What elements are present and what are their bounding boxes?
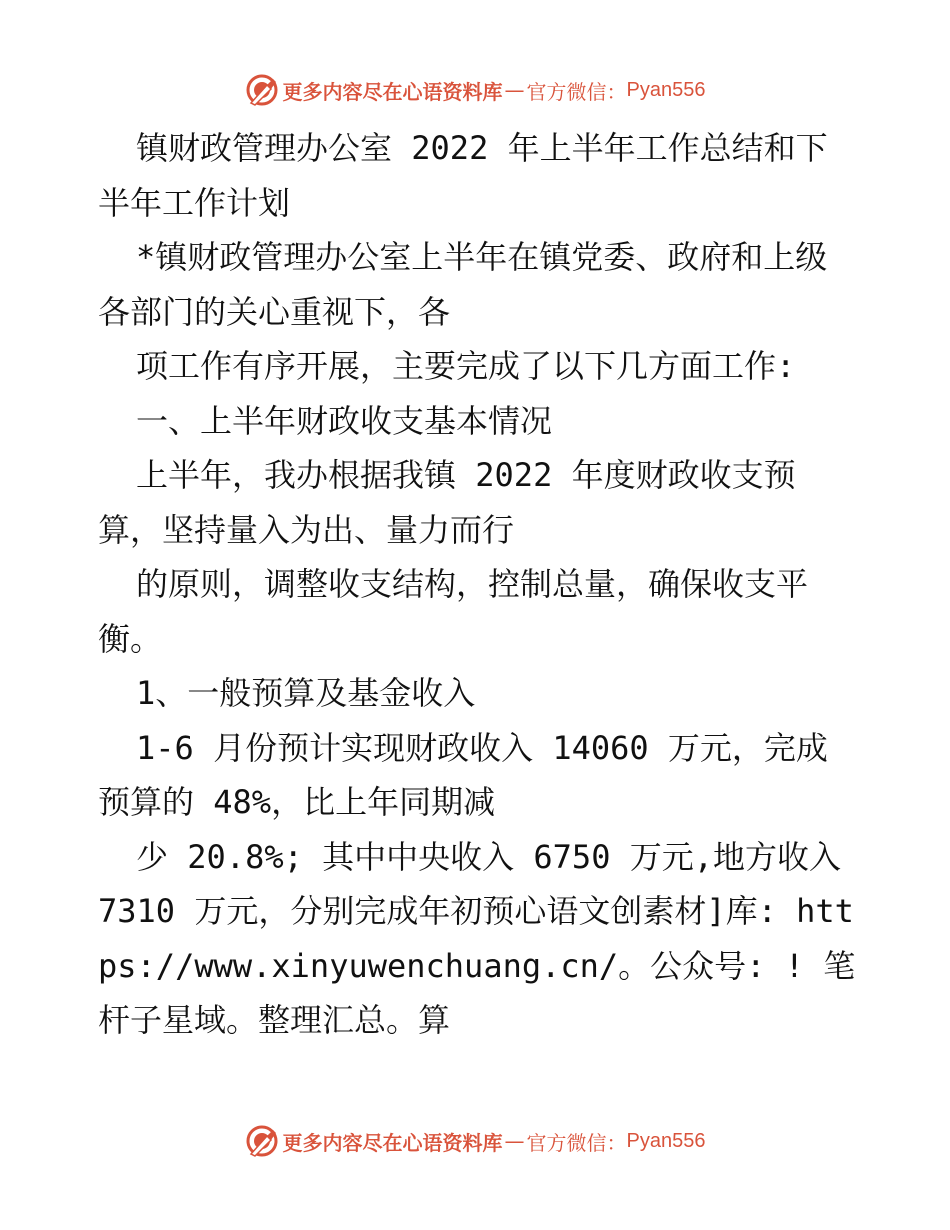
- banner-account: Pyan556: [626, 1129, 706, 1152]
- banner-wechat-label: 官方微信：: [526, 1130, 627, 1155]
- document-title: 镇财政管理办公室 2022 年上半年工作总结和下半年工作计划: [98, 129, 828, 222]
- banner-account: Pyan556: [626, 78, 706, 101]
- paragraph: 少 20.8%; 其中中央收入 6750 万元,地方收入 7310 万元，分别完成年初预心语文创素材]库: https://www.xinyuwenchuang.cn/。公众号: ! 笔杆子星域。整理汇总。算: [98, 837, 856, 1039]
- banner-slogan: 更多内容尽在心语资料库: [282, 1130, 503, 1155]
- paragraph: *镇财政管理办公室上半年在镇党委、政府和上级各部门的关心重视下，各: [98, 238, 828, 331]
- section-heading: 一、上半年财政收支基本情况: [136, 401, 553, 440]
- footer-watermark-banner: [0, 1121, 950, 1161]
- header-watermark-banner: [0, 70, 950, 110]
- pen-logo-icon: [245, 73, 279, 107]
- paragraph: 项工作有序开展，主要完成了以下几方面工作:: [136, 347, 796, 385]
- paragraph: 1-6 月份预计实现财政收入 14060 万元，完成预算的 48%，比上年同期减: [98, 728, 828, 821]
- paragraph: 的原则，调整收支结构，控制总量，确保收支平衡。: [98, 565, 809, 658]
- document-body: [98, 121, 858, 1048]
- pen-logo-icon: [245, 1124, 279, 1158]
- banner-dash: —: [504, 1129, 525, 1153]
- banner-dash: —: [504, 78, 525, 102]
- subsection-heading: 1、一般预算及基金收入: [136, 674, 476, 712]
- paragraph: 上半年，我办根据我镇 2022 年度财政收支预算，坚持量入为出、量力而行: [98, 456, 796, 549]
- banner-wechat-label: 官方微信：: [526, 79, 627, 104]
- banner-slogan: 更多内容尽在心语资料库: [282, 79, 503, 104]
